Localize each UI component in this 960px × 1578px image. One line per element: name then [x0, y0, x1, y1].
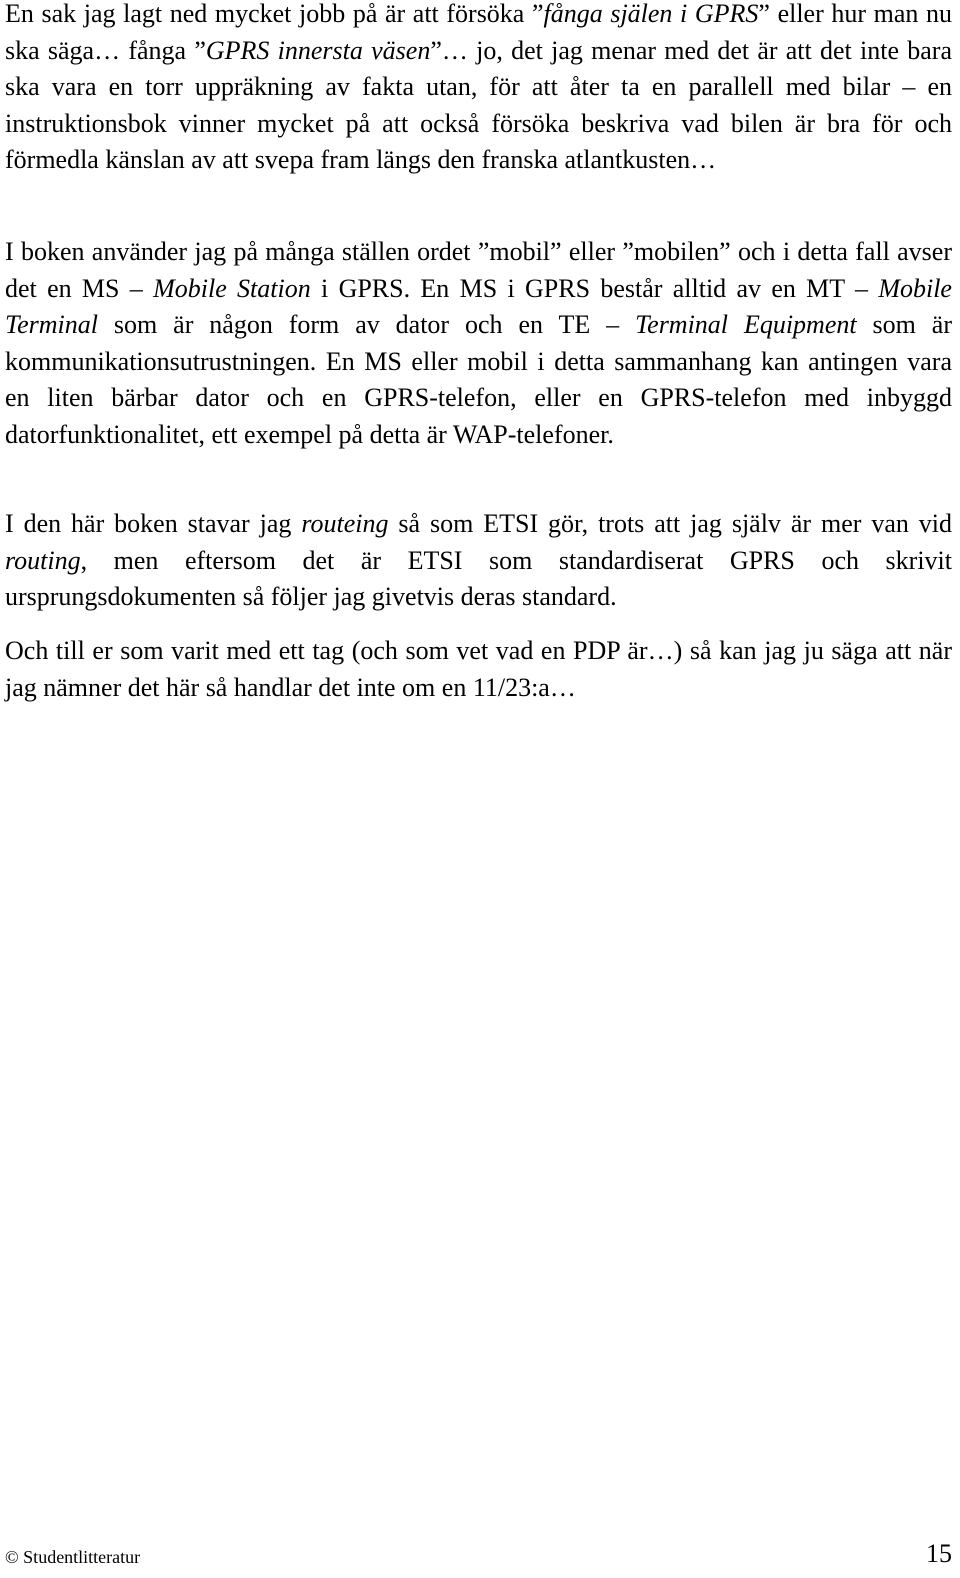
text-run: , men eftersom det är ETSI som standardiserat GPRS och skrivit ursprungsdokumenten så följer jag givetvis deras standard. [5, 545, 952, 612]
italic-text: fånga själen i GPRS [543, 0, 759, 28]
text-run: ”… jo, det jag menar med det är att det inte bara ska vara en torr uppräkning av fakta utan, för att åter ta en parallell med bilar – en instruktionsbok vinner mycket på att också försöka beskriva vad bilen är bra för och förmedla känslan av att svepa fram längs den franska atlantkusten… [5, 35, 952, 175]
italic-text: Mobile Station [153, 273, 311, 303]
text-run: ” eller hur man nu ska säga… fånga ” [5, 0, 952, 65]
italic-text: routing [5, 545, 81, 575]
text-run: så som ETSI gör, trots att jag själv är mer van vid [388, 509, 953, 538]
text-run: som är kommunikationsutrustningen. En MS eller mobil i detta sammanhang kan antingen vara en liten bärbar dator och en GPRS-telefon, eller en GPRS-telefon med inbyggd datorfunktionalitet, ett exempel på detta är WAP-telefoner. [5, 310, 952, 449]
italic-text: Mobile Terminal [5, 273, 952, 340]
text-run: Och till er som varit med ett tag (och som vet vad en PDP är…) så kan jag ju säga att när jag nämner det här så handlar det inte om en 11/23:a… [5, 636, 952, 702]
paragraph [5, 506, 952, 616]
paragraph [5, 234, 952, 454]
paragraph [5, 0, 952, 179]
text-run: i GPRS. En MS i GPRS består alltid av en MT – [310, 273, 879, 303]
page-number: 15 [926, 1539, 952, 1568]
text-run: I boken använder jag på många ställen ordet ”mobil” eller ”mobilen” och i detta fall avser det en MS – [5, 237, 952, 303]
text-run: I den här boken stavar jag [5, 509, 302, 538]
paragraph [5, 633, 952, 706]
italic-text: GPRS innersta väsen [205, 35, 431, 65]
footer-copyright: © Studentlitteratur [5, 1547, 141, 1567]
text-run: En sak jag lagt ned mycket jobb på är att försöka ” [5, 0, 544, 28]
italic-text: routeing [301, 509, 389, 538]
italic-text: Terminal Equipment [635, 310, 857, 340]
text-run: som är någon form av dator och en TE – [97, 310, 636, 340]
